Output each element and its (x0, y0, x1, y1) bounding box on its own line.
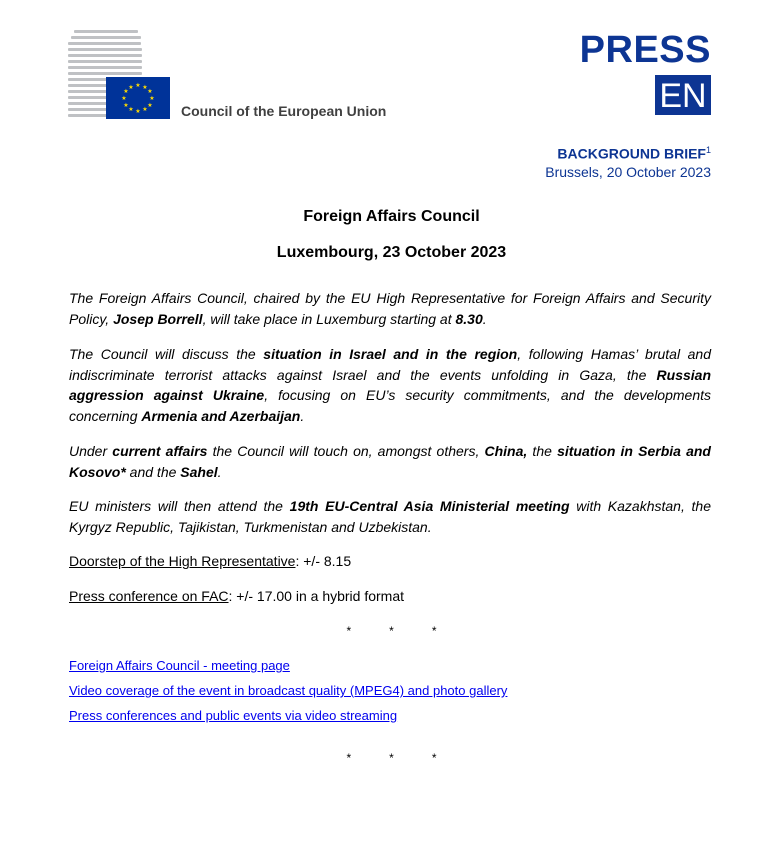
brief-type: BACKGROUND BRIEF$^1$ (557, 145, 711, 162)
svg-text:★: ★ (121, 95, 127, 102)
paragraph-agenda: The Council will discuss the situation in Israel and in the region, following Hamas’ brutal and indiscriminate terrorist attacks against Israel and the events unfolding in Gaza, the Russian aggression against Ukraine, focusing on EU’s security commitments, and the developments concerning Armenia and Azerbaijan. (69, 346, 712, 424)
doorstep-info: Doorstep of the High Representative: +/- 8.15 (69, 553, 352, 569)
footnote-marker: 1 (705, 145, 711, 155)
separator: * * * (346, 624, 437, 638)
paragraph-current-affairs: Under current affairs the Council will touch on, amongst others, China, the situation in Serbia and Kosovo* and the Sahel. (69, 443, 711, 480)
svg-text:★: ★ (149, 95, 155, 102)
eu-flag-icon (106, 77, 170, 119)
svg-text:★: ★ (128, 84, 134, 91)
page-subtitle: Luxembourg, 23 October 2023 (276, 244, 507, 261)
date-line: Brussels, 20 October 2023 (545, 164, 711, 180)
svg-text:★: ★ (128, 106, 134, 113)
organization-name: Council of the European Union (181, 103, 387, 119)
svg-text:★: ★ (135, 108, 141, 115)
language-badge: EN (655, 75, 711, 115)
video-streaming-link[interactable]: Press conferences and public events via video streaming (69, 708, 398, 723)
separator-end: * * * (346, 751, 437, 765)
meeting-page-link[interactable]: Foreign Affairs Council - meeting page (69, 658, 290, 673)
press-conference-info: Press conference on FAC: +/- 17.00 in a hybrid format (69, 588, 405, 604)
svg-text:★: ★ (142, 106, 148, 113)
paragraph-intro: The Foreign Affairs Council, chaired by the EU High Representative for Foreign Affairs and Security Policy, Josep Borrell, will take place in Luxemburg starting at 8.30. (69, 290, 711, 327)
svg-text:★: ★ (147, 102, 153, 109)
svg-text:★: ★ (123, 88, 129, 95)
svg-text:★: ★ (142, 84, 148, 91)
svg-text:★: ★ (123, 102, 129, 109)
video-coverage-link[interactable]: Video coverage of the event in broadcast quality (MPEG4) and photo gallery (69, 683, 508, 698)
page-title: Foreign Affairs Council (303, 208, 480, 225)
paragraph-central-asia: EU ministers will then attend the 19th EU-Central Asia Ministerial meeting with Kazakhstan, the Kyrgyz Republic, Tajikistan, Turkmenistan and Uzbekistan. (69, 498, 712, 535)
svg-text:★: ★ (135, 82, 141, 89)
press-label: PRESS (579, 29, 711, 71)
svg-text:★: ★ (147, 88, 153, 95)
